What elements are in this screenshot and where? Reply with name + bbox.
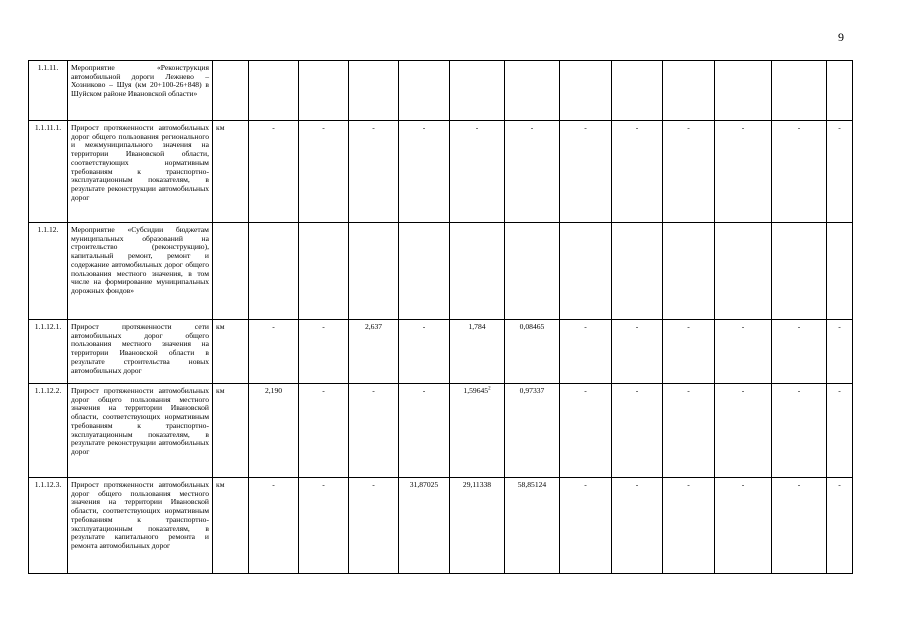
value-cell [772, 223, 827, 320]
row-unit: км [213, 121, 249, 223]
value-cell [505, 61, 560, 121]
value-cell: - [249, 478, 299, 574]
value-cell [505, 223, 560, 320]
indicators-table [28, 60, 853, 574]
value-cell: - [663, 478, 715, 574]
value-cell: - [827, 320, 853, 384]
value-cell: 31,87025 [399, 478, 450, 574]
table-row [29, 478, 853, 574]
value-cell: - [772, 384, 827, 478]
value-cell: - [715, 320, 772, 384]
value-cell [349, 223, 399, 320]
value-cell: - [560, 478, 612, 574]
value-cell: - [299, 320, 349, 384]
value-cell [827, 223, 853, 320]
value-cell: - [715, 121, 772, 223]
footnote-mark: 2 [488, 386, 491, 392]
value-cell [612, 61, 663, 121]
value-cell: 2,637 [349, 320, 399, 384]
value-cell: - [663, 320, 715, 384]
table-row [29, 384, 853, 478]
table-row [29, 61, 853, 121]
value-cell [663, 61, 715, 121]
value-cell [349, 61, 399, 121]
value-cell: - [349, 121, 399, 223]
value-cell: 29,11338 [450, 478, 505, 574]
row-unit: км [213, 320, 249, 384]
value-cell [450, 61, 505, 121]
row-unit: км [213, 384, 249, 478]
value-cell: - [560, 320, 612, 384]
row-number: 1.1.12.3. [29, 478, 68, 574]
row-description: Прирост протяженности сети автомобильных дорог общего пользования местного значения на территории Ивановской области в результате строительства новых автомобильных дорог [68, 320, 213, 384]
value-cell: 0,97337 [505, 384, 560, 478]
value-cell: - [663, 384, 715, 478]
value-cell: - [349, 384, 399, 478]
value-cell: 2,190 [249, 384, 299, 478]
value-cell [299, 223, 349, 320]
row-number: 1.1.11. [29, 61, 68, 121]
value-cell [612, 223, 663, 320]
value-cell: - [560, 121, 612, 223]
value-cell: - [715, 478, 772, 574]
value-cell [827, 61, 853, 121]
value-cell: - [299, 121, 349, 223]
value-cell [450, 384, 505, 478]
row-description: Мероприятие «Реконструкция автомобильной дороги Лежнево – Хозниково – Шуя (км 20+100-26+848) в Шуйском районе Ивановской области» [68, 61, 213, 121]
value-cell [399, 223, 450, 320]
value-cell [299, 61, 349, 121]
value-cell: 58,85124 [505, 478, 560, 574]
value-cell: - [399, 320, 450, 384]
value-cell: - [772, 320, 827, 384]
value-cell: - [399, 121, 450, 223]
value-cell [663, 223, 715, 320]
value-cell: - [612, 478, 663, 574]
value-cell [560, 61, 612, 121]
value-cell [715, 61, 772, 121]
value-cell: 0,08465 [505, 320, 560, 384]
row-description: Прирост протяженности автомобильных дорог общего пользования местного значения на территории Ивановской области, соответствующих нормативным требованиям к транспортно-эксплуатационным показателям, в результате капитального ремонта и ремонта автомобильных дорог [68, 478, 213, 574]
value-text: 1,59645 [463, 386, 489, 395]
row-unit [213, 223, 249, 320]
value-cell: - [399, 384, 450, 478]
value-cell: - [249, 320, 299, 384]
value-cell [249, 61, 299, 121]
value-cell: - [560, 384, 612, 478]
value-cell [560, 223, 612, 320]
value-cell: - [505, 121, 560, 223]
row-description: Прирост протяженности автомобильных дорог общего пользования регионального и межмуниципального значения на территории Ивановской области, соответствующих нормативным требованиям к транспортно-эксплуатационным показателям, в результате реконструкции автомобильных дорог [68, 121, 213, 223]
row-number: 1.1.11.1. [29, 121, 68, 223]
page-number: 9 [838, 30, 844, 44]
value-cell: 1,784 [450, 320, 505, 384]
row-number: 1.1.12. [29, 223, 68, 320]
value-cell: - [827, 121, 853, 223]
table-row [29, 121, 853, 223]
value-cell [772, 61, 827, 121]
value-cell [715, 223, 772, 320]
value-cell [399, 61, 450, 121]
row-number: 1.1.12.2. [29, 384, 68, 478]
value-cell: - [249, 121, 299, 223]
value-cell: - [772, 121, 827, 223]
value-cell: - [772, 478, 827, 574]
value-cell [249, 223, 299, 320]
value-cell: - [612, 121, 663, 223]
row-description: Мероприятие «Субсидии бюджетам муниципальных образований на строительство (реконструкцию), капитальный ремонт, ремонт и содержание автомобильных дорог общего пользования местного значения, в том числе на формирование муниципальных дорожных фондов» [68, 223, 213, 320]
value-cell: - [612, 384, 663, 478]
value-cell: - [827, 384, 853, 478]
value-cell: - [715, 384, 772, 478]
value-cell: - [349, 478, 399, 574]
row-unit [213, 61, 249, 121]
value-cell: - [612, 320, 663, 384]
row-unit: км [213, 478, 249, 574]
value-cell: - [450, 121, 505, 223]
value-cell: - [827, 478, 853, 574]
row-description: Прирост протяженности автомобильных дорог общего пользования местного значения на территории Ивановской области, соответствующих нормативным требованиям к транспортно-эксплуатационным показателям, в результате реконструкции автомобильных дорог [68, 384, 213, 478]
value-cell: - [299, 384, 349, 478]
value-cell [450, 223, 505, 320]
table-row [29, 320, 853, 384]
row-number: 1.1.12.1. [29, 320, 68, 384]
value-cell: - [299, 478, 349, 574]
table-row [29, 223, 853, 320]
value-cell: - [663, 121, 715, 223]
